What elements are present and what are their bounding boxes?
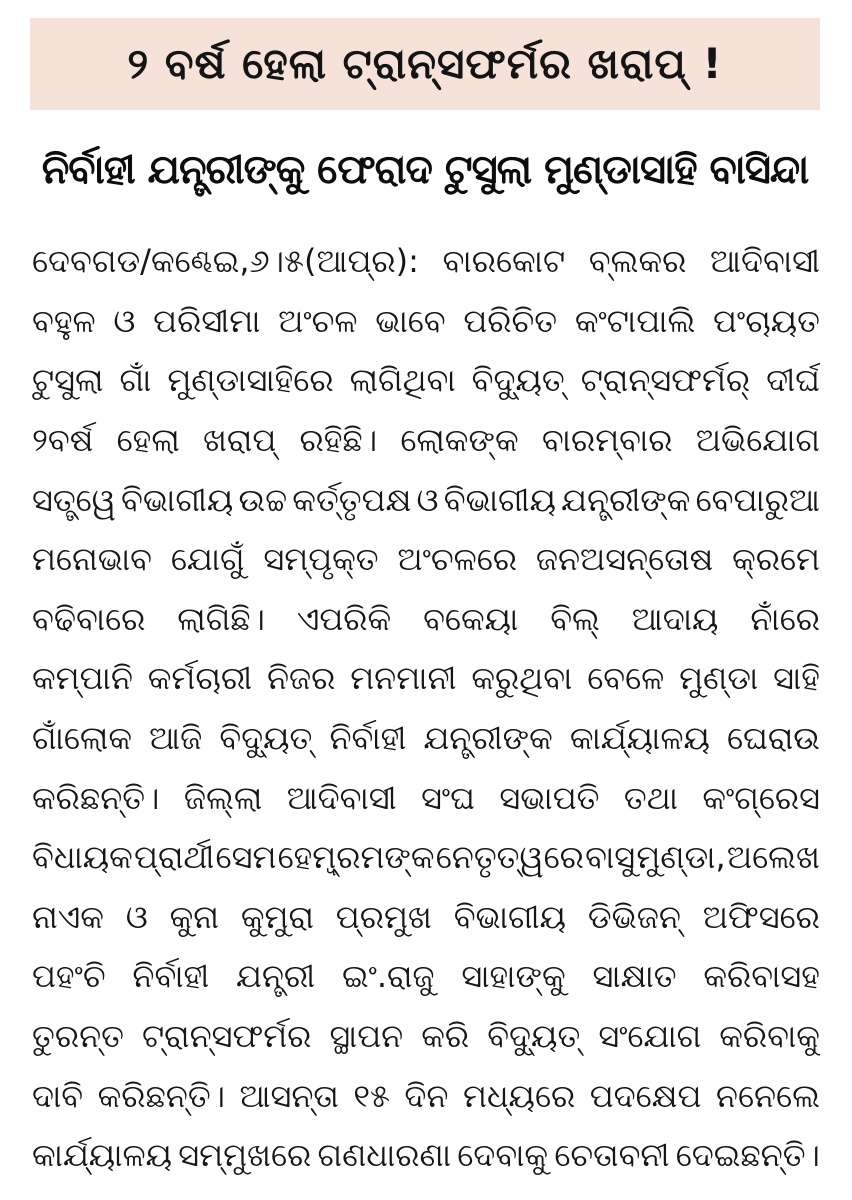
body-line — [32, 1066, 820, 1126]
body-word: ଦାବି — [32, 1076, 84, 1115]
body-line — [32, 470, 820, 530]
body-word: କରିଛନ୍ତି। — [97, 1076, 226, 1115]
body-word: ନାଏକ — [32, 897, 104, 936]
body-word: ୧୫ — [353, 1076, 390, 1115]
body-word: ସାକ୍ଷାତ — [592, 957, 677, 996]
body-word: ସାହାଙ୍କୁ — [461, 957, 566, 996]
body-word: କଂଗ୍ରେସ — [702, 778, 820, 817]
headline-text: ନିର୍ବାହୀ ଯନ୍ତ୍ରୀଙ୍କୁ ଫେରାଦ ଟୁସୁଲା ମୁଣ୍ଡାସାହି ବାସିନ୍ଦା — [41, 147, 809, 193]
body-word: କମ୍ପାନି — [32, 659, 133, 698]
body-word: ରହିଛି। — [299, 421, 378, 460]
body-word: ଦେବାକୁ — [457, 1136, 549, 1175]
body-word: ବିଦ୍ୟୁତ୍ — [471, 361, 565, 400]
body-word: ଏପରିକି — [296, 599, 392, 638]
article-body — [32, 232, 820, 1186]
body-word: ବଢିବାରେ — [32, 599, 146, 638]
body-word: ବିଭାଗୀୟ — [443, 480, 557, 519]
body-word: କରି — [421, 1017, 470, 1056]
body-word: କର୍ତ୍ତୃପକ୍ଷ — [292, 480, 412, 519]
body-word: ନେତୃତ୍ୱରେ — [435, 838, 584, 877]
body-word: ବେପାରୁଆ — [695, 480, 820, 519]
body-word: କର୍ମଚାରୀ — [147, 659, 253, 698]
body-word: କରୁଥିବା — [471, 659, 573, 698]
body-word: କୁମୁରା — [240, 897, 314, 936]
body-word: ବାରକୋଟ — [442, 242, 566, 281]
body-word: ଅଂଚଳ — [278, 301, 358, 340]
body-word: ୨ବର୍ଷ — [32, 421, 94, 460]
body-word: ଅଫିସରେ — [702, 897, 820, 936]
body-line — [32, 232, 820, 292]
body-line — [32, 351, 820, 411]
body-word: ଆସନ୍ତା — [239, 1076, 339, 1115]
body-word: ମୁଣ୍ଡା — [679, 659, 759, 698]
body-word: ଗଣଧାରଣା — [317, 1136, 451, 1175]
body-word: ବହୁଳ — [32, 301, 96, 340]
body-word: ମନୋଭାବ — [32, 540, 153, 579]
body-word: ଲାଗିଛି। — [177, 599, 265, 638]
body-line — [32, 1007, 820, 1067]
body-line — [32, 888, 820, 948]
body-word: ସେମ — [215, 838, 277, 877]
body-word: ଟୁସୁଲା — [32, 361, 104, 400]
body-word: ଗାଁଲୋକ — [32, 719, 132, 758]
body-word: ଇଂ.ରାଜୁ — [341, 957, 435, 996]
body-word: ସମ୍ମୁଖରେ — [178, 1136, 312, 1175]
body-word: ସଂଘ — [421, 778, 475, 817]
body-word: କଂଟାପାଲି — [574, 301, 696, 340]
body-word: ନନେଲେ — [715, 1076, 820, 1115]
body-word: ସମ୍ପୃକ୍ତ — [263, 540, 379, 579]
body-word: ଆଜି — [149, 719, 203, 758]
body-line — [32, 530, 820, 590]
body-word: ସ୍ଥାପନ — [329, 1017, 404, 1056]
body-word: ଡିଭିଜନ୍ — [587, 897, 681, 936]
body-word: ଦିନ — [404, 1076, 449, 1115]
body-word: କରିବାସହ — [703, 957, 820, 996]
body-word: ପରିଚିତ — [463, 301, 558, 340]
body-line — [32, 709, 820, 769]
body-word: ଖରାପ୍ — [202, 421, 277, 460]
body-word: ପଦକ୍ଷେପ — [589, 1076, 702, 1115]
body-word: ନିର୍ବାହୀ — [132, 957, 210, 996]
body-word: ଓ — [113, 301, 136, 340]
body-word: ଲାଗିଥିବା — [349, 361, 456, 400]
body-word: ଜନଅସନ୍ତୋଷ — [535, 540, 714, 579]
body-line — [32, 649, 820, 709]
body-word: ମଧ୍ୟରେ — [462, 1076, 576, 1115]
body-word: ପ୍ରାର୍ଥୀ — [134, 838, 215, 877]
body-word: ପଂଚାୟତ — [713, 301, 820, 340]
body-line — [32, 947, 820, 1007]
body-word: ହେଲା — [116, 421, 180, 460]
body-word: ଗାଁ — [119, 361, 152, 400]
body-word: ପ୍ରମୁଖ — [335, 897, 432, 936]
body-word: ଭାବେ — [375, 301, 446, 340]
body-line — [32, 828, 820, 888]
body-word: କରିବାକୁ — [719, 1017, 820, 1056]
body-line — [32, 768, 820, 828]
body-word: ନିଜର — [266, 659, 336, 698]
body-word: ମନମାନୀ — [350, 659, 457, 698]
body-word: କୁନା — [169, 897, 220, 936]
body-word: ଯନ୍ତ୍ରୀଙ୍କ — [561, 480, 691, 519]
body-word: ଜିଲ୍ଲା — [183, 778, 263, 817]
body-word: ଆଦିବାସୀ — [710, 242, 820, 281]
body-word: ଘେରାଉ — [726, 719, 820, 758]
body-word: ଯନ୍ତ୍ରୀ — [236, 957, 316, 996]
body-word: ଚେତାବନୀ — [554, 1136, 670, 1175]
body-line — [32, 590, 820, 650]
body-word: ବାସୁ — [585, 838, 636, 877]
body-word: ବିଲ୍ — [550, 599, 600, 638]
body-word: ଅଭିଯୋଗ — [695, 421, 820, 460]
body-word: ଆଦିବାସୀ — [286, 778, 397, 817]
body-word: ନାଁରେ — [750, 599, 820, 638]
body-word: ଓ — [125, 897, 148, 936]
body-line — [32, 292, 820, 352]
kicker-text: ୨ ବର୍ଷ ହେଲା ଟ୍ରାନ୍ସଫର୍ମର ଖରାପ୍ ! — [127, 39, 723, 88]
body-word: ଟ୍ରାନ୍ସଫର୍ମର୍ — [580, 361, 751, 400]
body-word: ଯୋଗୁଁ — [170, 540, 245, 579]
body-word: ବେଳେ — [587, 659, 665, 698]
body-word: ଅଲେଖ — [726, 838, 820, 877]
body-word: ତଥା — [623, 778, 678, 817]
body-word: ଆଦାୟ — [631, 599, 719, 638]
body-word: ଲୋକଙ୍କ — [400, 421, 519, 460]
body-word: କରିଛନ୍ତି। — [32, 778, 160, 817]
body-word: ଦେବଗଡ/କଣ୍ଢେଇ,୬।୫(ଆପ୍ର): — [32, 242, 419, 281]
body-word: ଅଂଚଳରେ — [397, 540, 518, 579]
body-word: ଦେଇଛନ୍ତି। — [675, 1136, 820, 1175]
body-word: କାର୍ଯ୍ୟାଳୟ — [32, 1136, 173, 1175]
body-word: ସଂଯୋଗ — [598, 1017, 702, 1056]
body-word: ଟ୍ରାନ୍ସଫର୍ମର — [142, 1017, 312, 1056]
body-word: ବ୍ଲକର — [588, 242, 687, 281]
body-word: ବିଦ୍ୟୁତ୍ — [487, 1017, 581, 1056]
body-word: ଦୀର୍ଘ — [766, 361, 820, 400]
body-word: ବିଦ୍ୟୁତ୍ — [219, 719, 313, 758]
body-line — [32, 411, 820, 471]
body-word: ମୁଣ୍ଡାସାହିରେ — [167, 361, 334, 400]
body-word: ଉଚ୍ଚ — [238, 480, 288, 519]
body-word: ସାହି — [773, 659, 820, 698]
body-word: ବିଭାଗୀୟ — [121, 480, 234, 519]
body-word: ତୁରନ୍ତ — [32, 1017, 124, 1056]
body-word: ମୁଣ୍ଡା, — [636, 838, 726, 877]
body-word: ବାରମ୍ବାର — [541, 421, 673, 460]
body-word: ଯନ୍ତ୍ରୀଙ୍କ — [423, 719, 553, 758]
headline — [30, 120, 820, 220]
body-word: ଓ — [416, 480, 439, 519]
body-word: ସଭାପତି — [499, 778, 600, 817]
body-word: ବିଧାୟକ — [32, 838, 133, 877]
body-word: ବିଭାଗୀୟ — [453, 897, 566, 936]
body-word: ହେମ୍ବ୍ରମଙ୍କ — [277, 838, 435, 877]
body-word: କାର୍ଯ୍ୟାଳୟ — [569, 719, 710, 758]
body-word: କ୍ରମେ — [732, 540, 820, 579]
body-line — [32, 1126, 820, 1186]
body-word: ବକେୟା — [423, 599, 519, 638]
body-word: ପରିସୀମା — [153, 301, 261, 340]
body-word: ପହଂଚି — [32, 957, 106, 996]
body-word: ସତ୍ତ୍ୱେ — [32, 480, 116, 519]
body-word: ନିର୍ବାହୀ — [329, 719, 407, 758]
kicker-banner — [30, 18, 820, 110]
